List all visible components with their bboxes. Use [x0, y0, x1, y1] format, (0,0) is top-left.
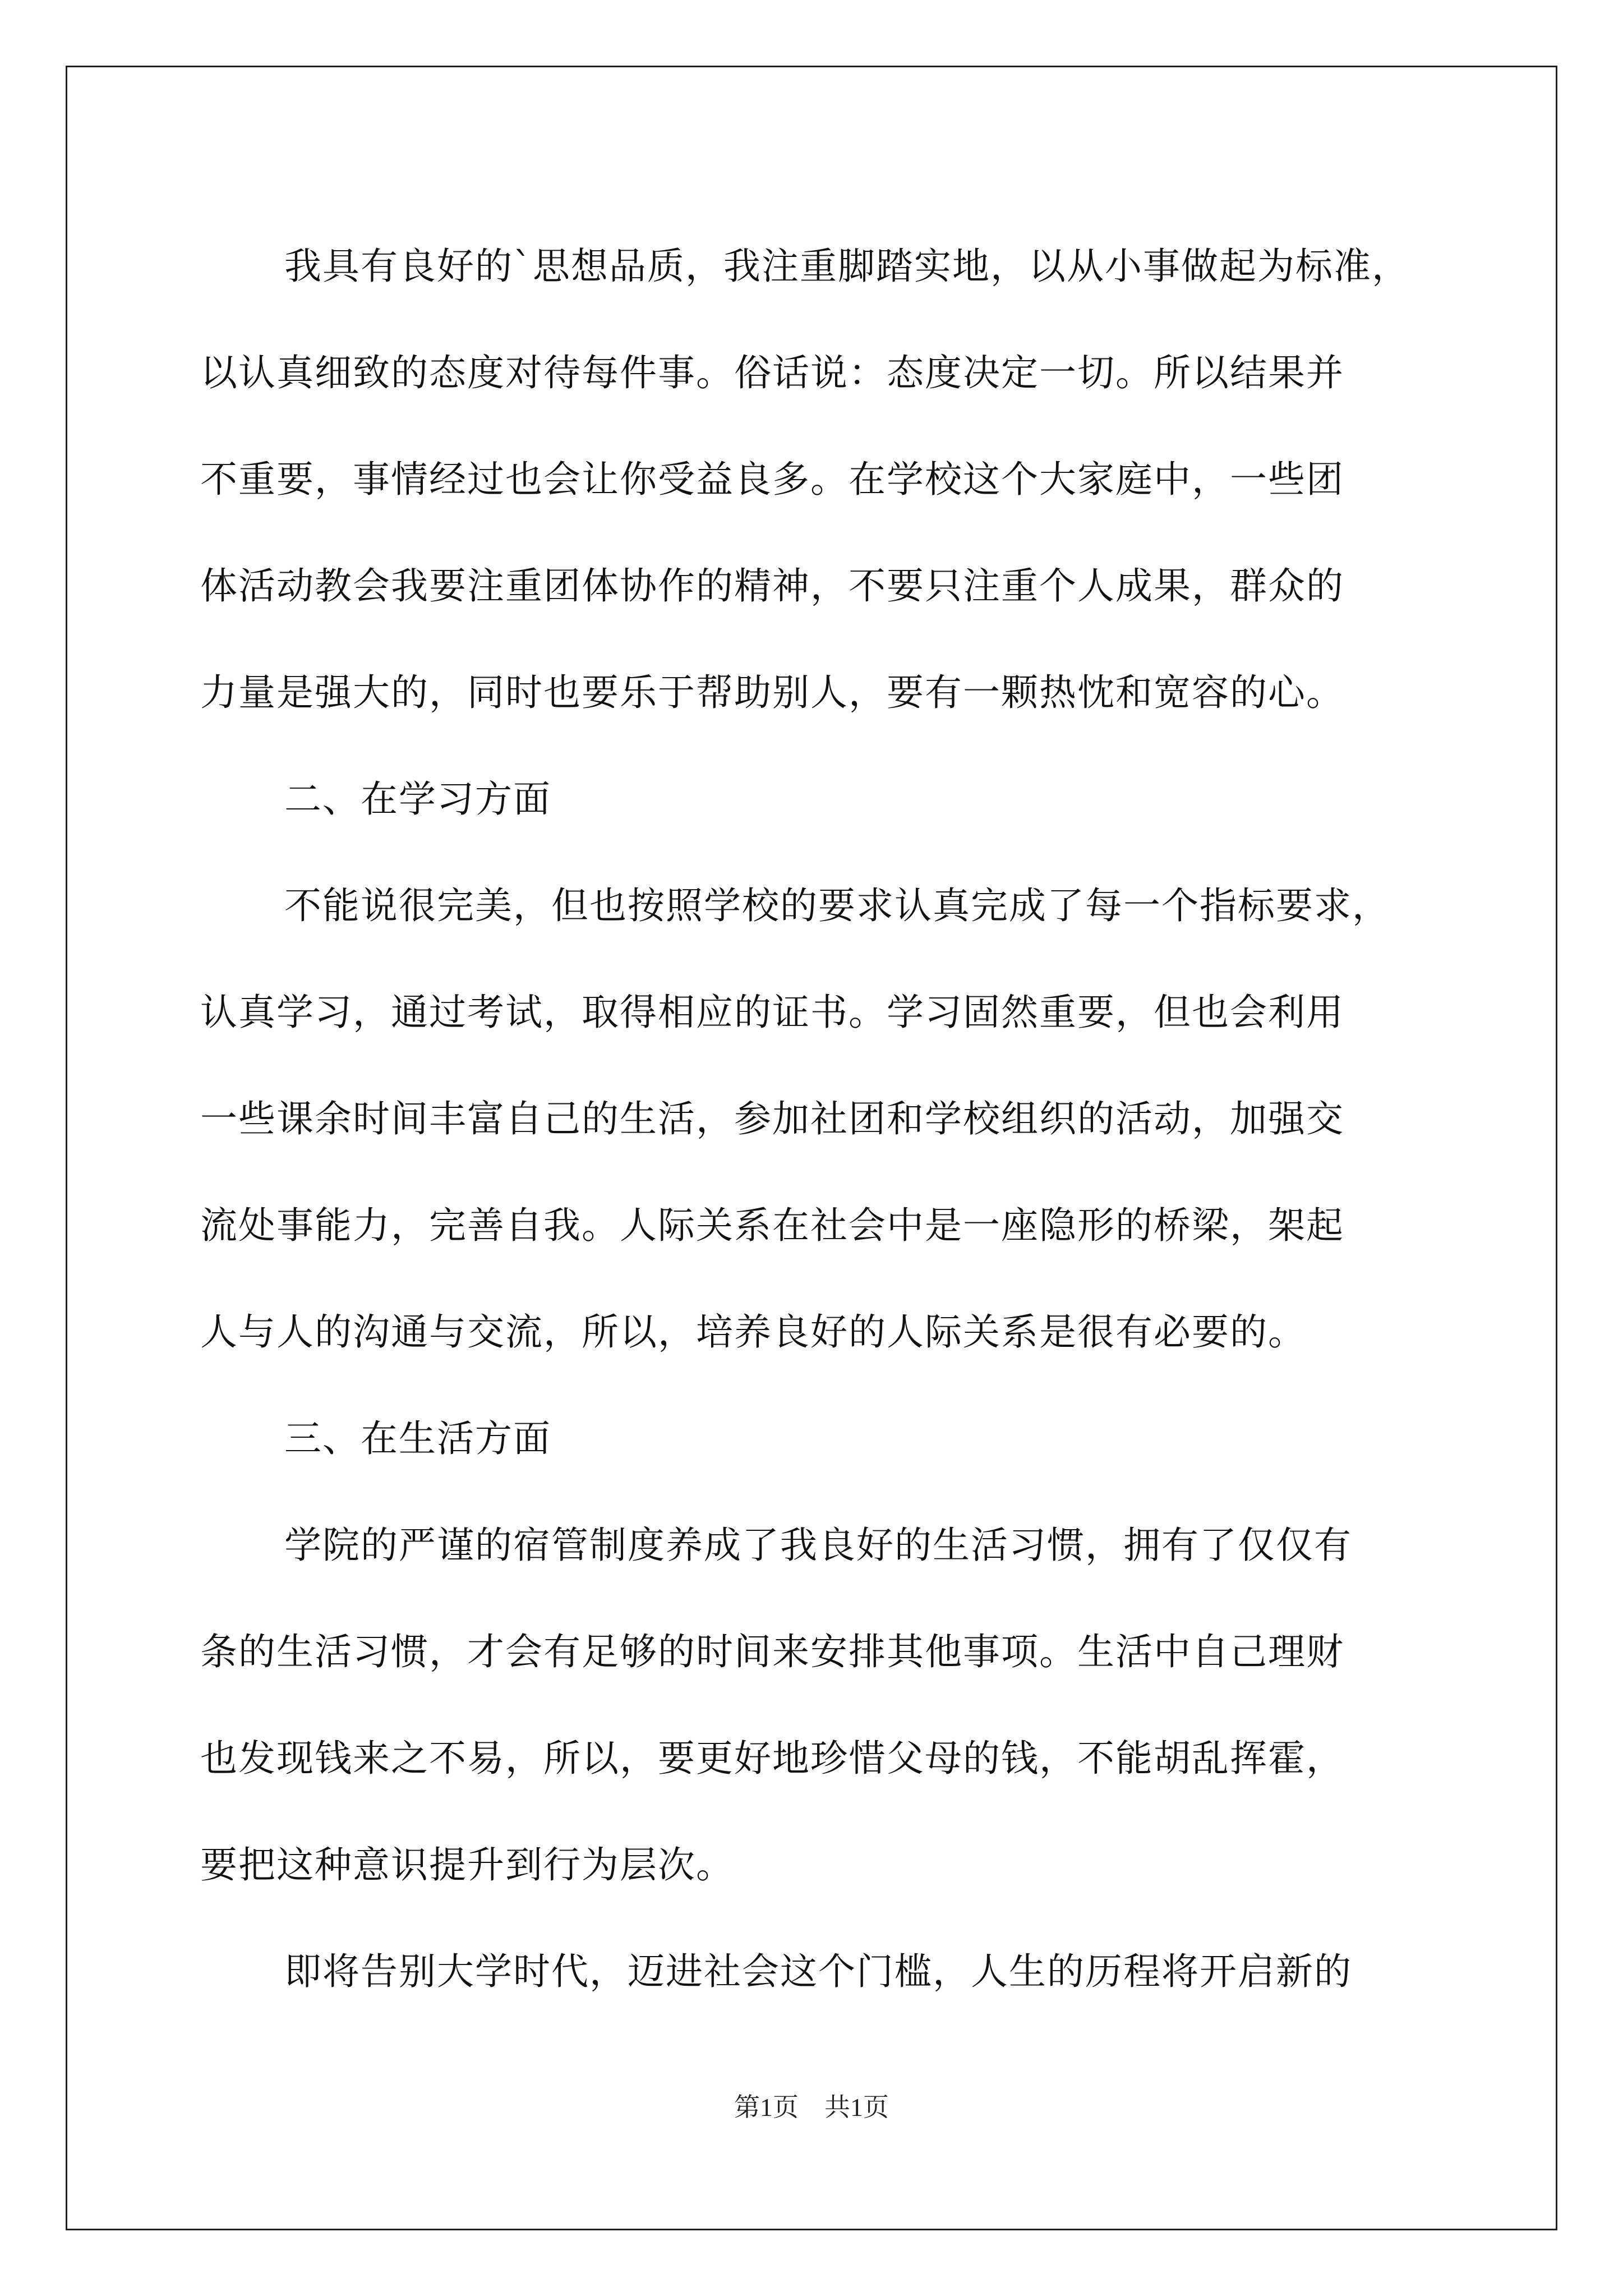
- section-heading-study: 二、在学习方面: [284, 777, 551, 821]
- text-line-4: 体活动教会我要注重团体协作的精神，不要只注重个人成果，群众的: [200, 564, 1344, 608]
- text-line-15: 也发现钱来之不易，所以，要更好地珍惜父母的钱，不能胡乱挥霍，: [200, 1737, 1344, 1780]
- text-line-13: 学院的严谨的宿管制度养成了我良好的生活习惯，拥有了仅仅有: [284, 1524, 1352, 1567]
- text-line-10: 流处事能力，完善自我。人际关系在社会中是一座隐形的桥梁，架起: [200, 1204, 1344, 1247]
- text-line-9: 一些课余时间丰富自己的生活，参加社团和学校组织的活动，加强交: [200, 1097, 1344, 1140]
- text-line-11: 人与人的沟通与交流，所以，培养良好的人际关系是很有必要的。: [200, 1310, 1306, 1354]
- text-line-14: 条的生活习惯，才会有足够的时间来安排其他事项。生活中自己理财: [200, 1630, 1344, 1673]
- text-line-16: 要把这种意识提升到行为层次。: [200, 1843, 734, 1887]
- text-line-8: 认真学习，通过考试，取得相应的证书。学习固然重要，但也会利用: [200, 991, 1344, 1034]
- text-line-2: 以认真细致的态度对待每件事。俗话说：态度决定一切。所以结果并: [200, 351, 1344, 394]
- page-number-footer: 第1页 共1页: [734, 2093, 889, 2122]
- text-line-3: 不重要，事情经过也会让你受益良多。在学校这个大家庭中，一些团: [200, 458, 1344, 501]
- text-line-5: 力量是强大的，同时也要乐于帮助别人，要有一颗热忱和宽容的心。: [200, 671, 1344, 714]
- text-line-1: 我具有良好的`思想品质，我注重脚踏实地，以从小事做起为标准，: [284, 245, 1410, 288]
- text-line-17: 即将告别大学时代，迈进社会这个门槛，人生的历程将开启新的: [284, 1950, 1352, 1993]
- text-line-7: 不能说很完美，但也按照学校的要求认真完成了每一个指标要求，: [284, 884, 1390, 927]
- section-heading-life: 三、在生活方面: [284, 1417, 551, 1460]
- document-body: [200, 213, 1431, 2025]
